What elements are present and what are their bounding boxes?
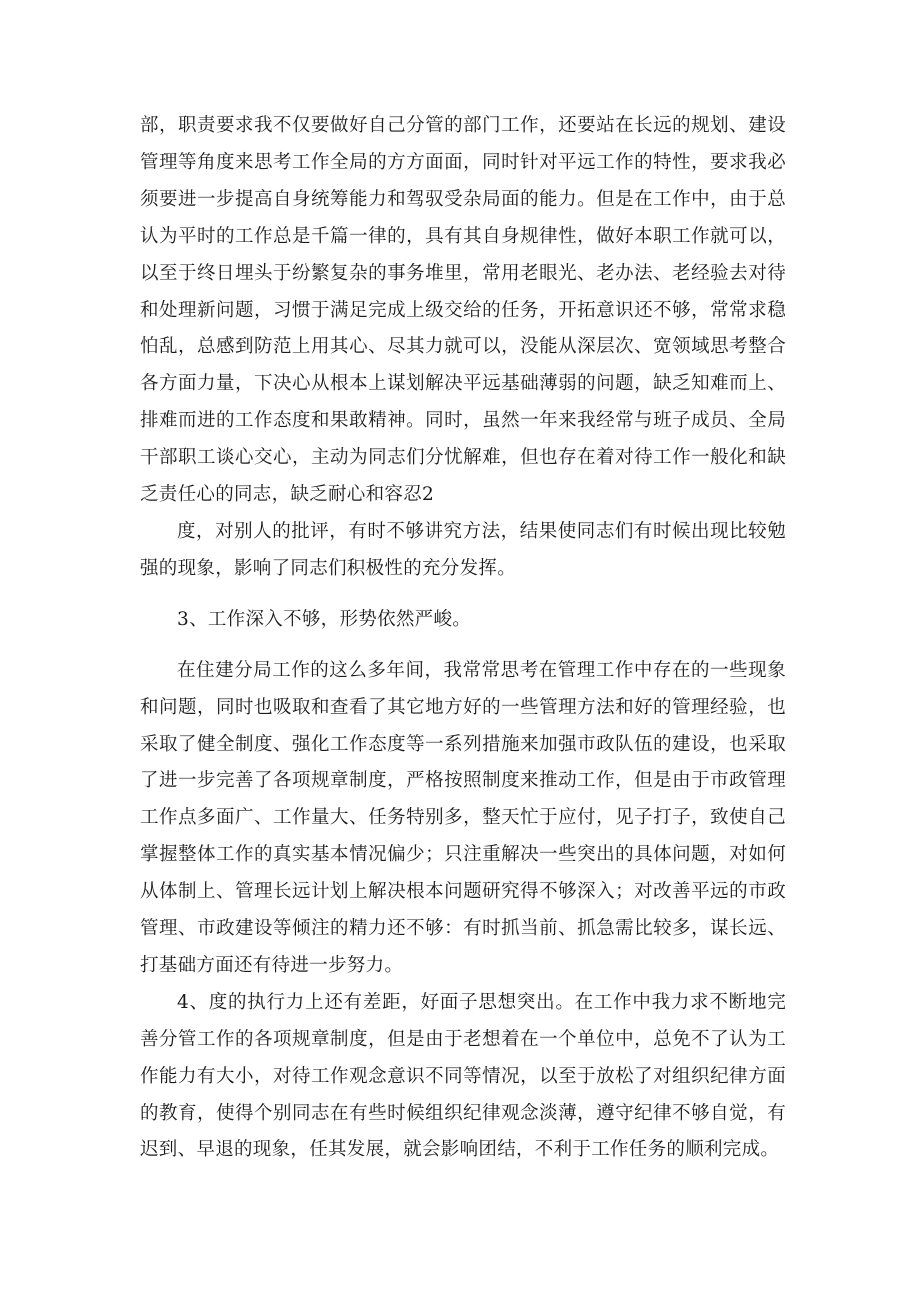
paragraph-continuation: 部，职责要求我不仅要做好自己分管的部门工作，还要站在长远的规划、建设管理等角度来思考工作全局的方方面面，同时针对平远工作的特性，要求我必须要进一步提高自身统筹能力和驾驭受杂局面的能力。但是在工作中，由于总认为平时的工作总是千篇一律的，具有其自身规律性，做好本职工作就可以，以至于终日埋头于纷繁复杂的事务堆里，常用老眼光、老办法、老经验去对待和处理新问题，习惯于满足完成上级交给的任务，开拓意识还不够，常常求稳怕乱，总感到防范上用其心、尽其力就可以，没能从深层次、宽领域思考整合各方面力量，下决心从根本上谋划解决平远基础薄弱的问题，缺乏知难而上、排难而进的工作态度和果敢精神。同时，虽然一年来我经常与班子成员、全局干部职工谈心交心，主动为同志们分忧解难，但也存在着对待工作一般化和缺乏责任心的同志，缺乏耐心和容忍2 [140, 115, 786, 506]
paragraph-management-work: 在住建分局工作的这么多年间，我常常思考在管理工作中存在的一些现象和问题，同时也吸取和查看了其它地方好的一些管理方法和好的管理经验，也采取了健全制度、强化工作态度等一系列措施来加强市政队伍的建设，也采取了进一步完善了各项规章制度，严格按照制度来推动工作，但是由于市政管理工作点多面广、工作量大、任务特别多，整天忙于应付，见子打子，致使自己掌握整体工作的真实基本情况偏少；只注重解决一些突出的具体问题，对如何从体制上、管理长远计划上解决根本问题研究得不够深入；对改善平远的市政管理、市政建设等倾注的精力还不够：有时抓当前、抓急需比较多，谋长远、打基础方面还有待进一步努力。 [140, 659, 786, 976]
paragraph-section-4: 4、度的执行力上还有差距，好面子思想突出。在工作中我力求不断地完善分管工作的各项规章制度，但是由于老想着在一个单位中，总免不了认为工作能力有大小，对待工作观念意识不同等情况，以至于放松了对组织纪律方面的教育，使得个别同志在有些时候组织纪律观念淡薄，遵守纪律不够自觉，有迟到、早退的现象，任其发展，就会影响团结，不利于工作任务的顺利完成。 [140, 991, 786, 1161]
document-body [140, 108, 786, 1169]
paragraph-criticism-method: 度，对别人的批评，有时不够讲究方法，结果使同志们有时候出现比较勉强的现象，影响了同志们积极性的充分发挥。 [140, 520, 786, 579]
section-heading-3: 3、工作深入不够，形势依然严峻。 [177, 608, 472, 630]
